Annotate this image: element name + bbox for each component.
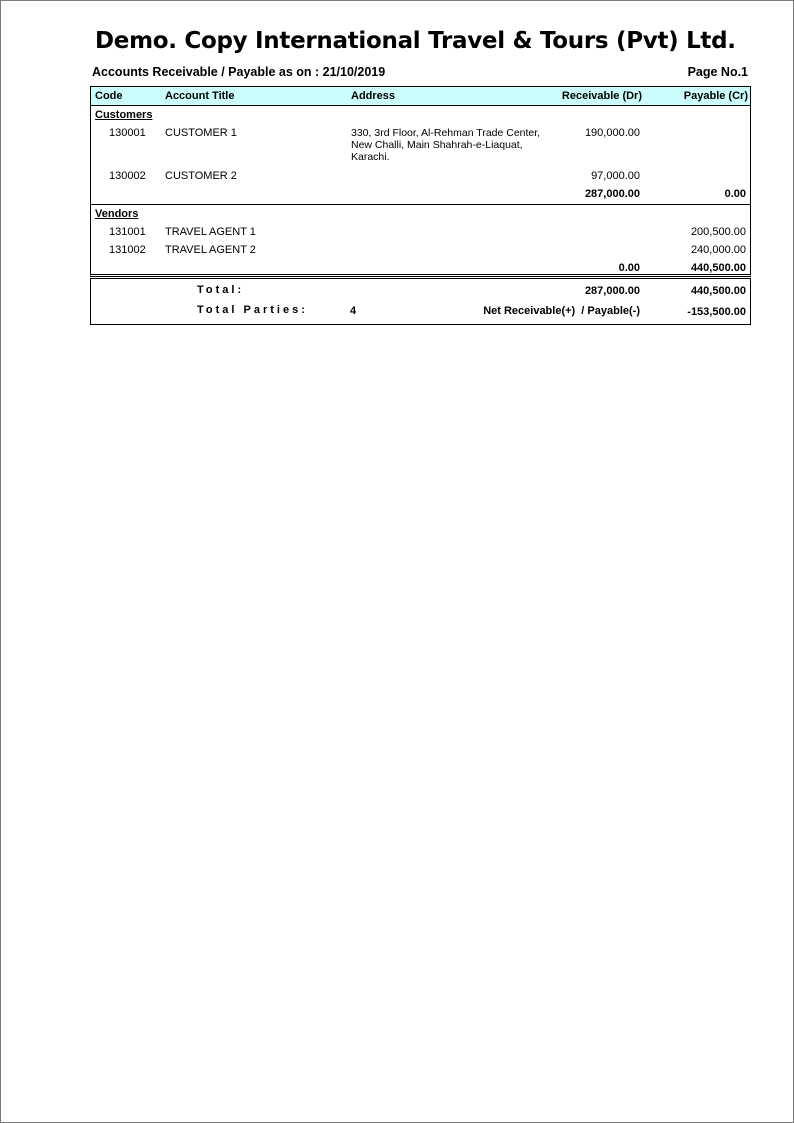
column-header-payable: Payable (Cr)	[683, 90, 748, 102]
vendor-title: TRAVEL AGENT 1	[165, 226, 256, 238]
vendors-subtotal-payable: 440,500.00	[690, 262, 746, 274]
customer-code: 130001	[109, 127, 146, 139]
net-value: -153,500.00	[687, 306, 746, 318]
customer-address: 330, 3rd Floor, Al-Rehman Trade Center, New Challi, Main Shahrah-e-Liaquat, Karachi.	[351, 127, 541, 163]
customer-receivable: 97,000.00	[591, 170, 640, 182]
vendor-payable: 200,500.00	[690, 226, 746, 238]
vendors-subtotal-receivable: 0.00	[618, 262, 640, 274]
total-payable: 440,500.00	[690, 285, 746, 297]
column-header-row	[90, 86, 751, 106]
customers-section-title: Customers	[95, 109, 153, 121]
vendor-title: TRAVEL AGENT 2	[165, 244, 256, 256]
vendor-code: 131001	[109, 226, 146, 238]
customers-section	[90, 106, 751, 205]
customer-receivable: 190,000.00	[584, 127, 640, 139]
totals-section	[90, 278, 751, 325]
customers-subtotal-receivable: 287,000.00	[584, 188, 640, 200]
vendor-code: 131002	[109, 244, 146, 256]
column-header-receivable: Receivable (Dr)	[561, 90, 642, 102]
column-header-code: Code	[95, 90, 123, 102]
customer-code: 130002	[109, 170, 146, 182]
vendors-section	[90, 205, 751, 277]
report-table	[90, 86, 751, 325]
total-parties-label: Total Parties:	[197, 304, 308, 316]
report-subtitle: Accounts Receivable / Payable as on : 21/10/2019	[92, 65, 386, 79]
net-label: Net Receivable(+) / Payable(-)	[483, 305, 640, 317]
total-parties-count: 4	[350, 305, 357, 317]
customer-title: CUSTOMER 2	[165, 170, 237, 182]
total-receivable: 287,000.00	[584, 285, 640, 297]
vendors-section-title: Vendors	[95, 208, 139, 220]
page-number: Page No.1	[687, 65, 748, 79]
company-name: Demo. Copy International Travel & Tours (Pvt) Ltd.	[95, 28, 736, 54]
customers-subtotal-payable: 0.00	[724, 188, 746, 200]
customer-title: CUSTOMER 1	[165, 127, 237, 139]
vendor-payable: 240,000.00	[690, 244, 746, 256]
column-header-address: Address	[351, 90, 396, 102]
column-header-account-title: Account Title	[165, 90, 235, 102]
total-label: Total:	[197, 284, 245, 296]
